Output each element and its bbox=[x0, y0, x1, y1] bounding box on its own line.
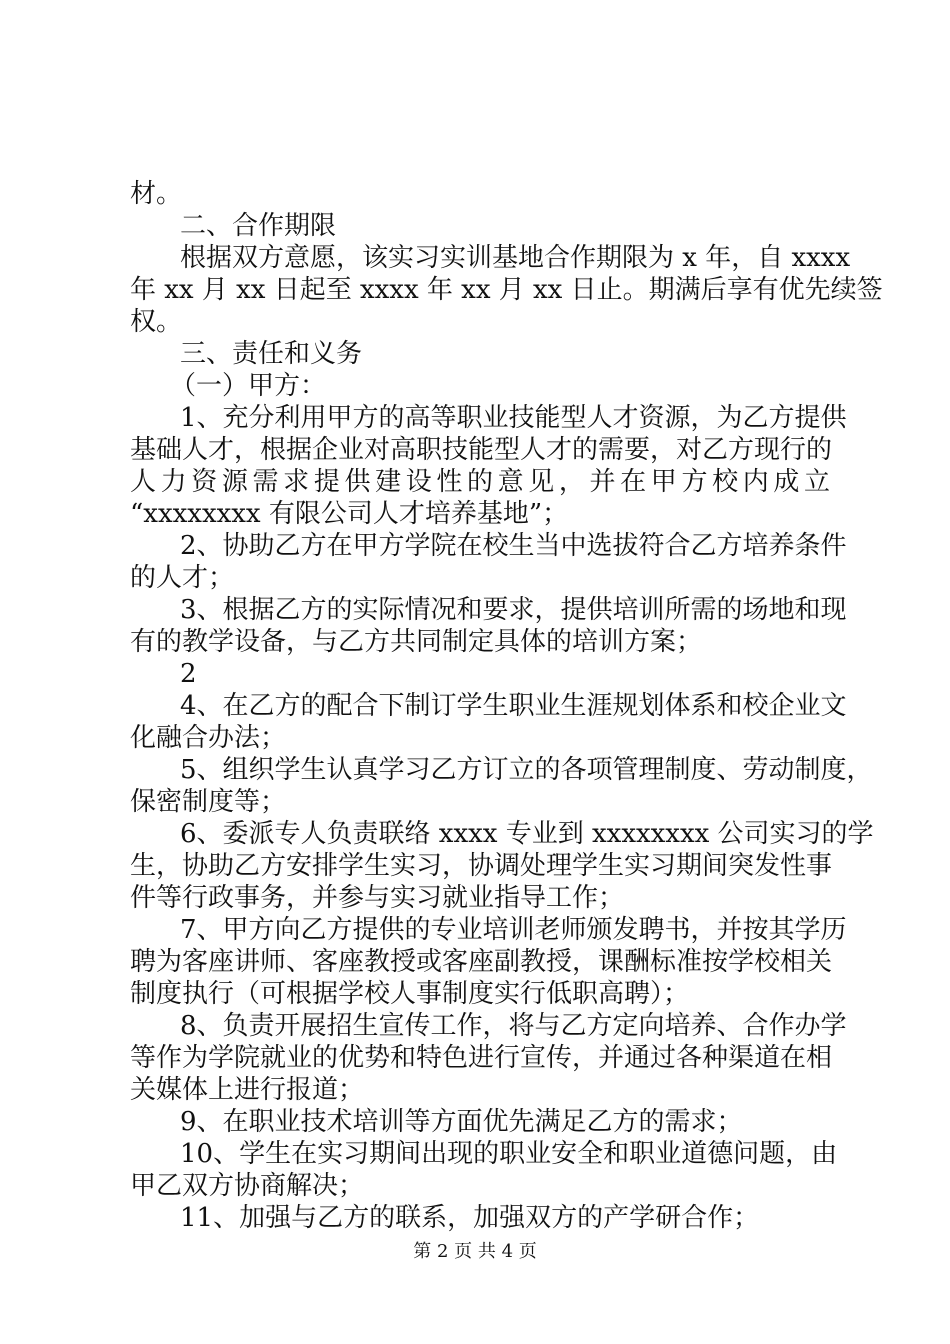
text-line: 聘为客座讲师、客座教授或客座副教授，课酬标准按学校相关 bbox=[130, 947, 833, 977]
text-line: 年 xx 月 xx 日起至 xxxx 年 xx 月 xx 日止。期满后享有优先续签 bbox=[130, 275, 883, 305]
text-line: 材。 bbox=[130, 179, 183, 209]
subsection-heading: （一）甲方： bbox=[170, 371, 327, 401]
section-heading: 三、责任和义务 bbox=[180, 339, 363, 369]
text-line: 等作为学院就业的优势和特色进行宣传，并通过各种渠道在相 bbox=[130, 1043, 833, 1073]
list-item: 7、甲方向乙方提供的专业培训老师颁发聘书，并按其学历 bbox=[180, 915, 847, 945]
list-item: 4、在乙方的配合下制订学生职业生涯规划体系和校企业文 bbox=[180, 691, 847, 721]
section-heading: 二、合作期限 bbox=[180, 211, 337, 241]
text-line: 关媒体上进行报道； bbox=[130, 1075, 365, 1105]
text-line: 保密制度等； bbox=[130, 787, 287, 817]
list-item: 9、在职业技术培训等方面优先满足乙方的需求； bbox=[180, 1107, 743, 1137]
list-item: 3、根据乙方的实际情况和要求，提供培训所需的场地和现 bbox=[180, 595, 847, 625]
stray-page-number: 2 bbox=[180, 659, 197, 689]
list-item: 8、负责开展招生宣传工作，将与乙方定向培养、合作办学 bbox=[180, 1011, 847, 1041]
text-line: “xxxxxxxx 有限公司人才培养基地”； bbox=[130, 499, 569, 529]
list-item: 2、协助乙方在甲方学院在校生当中选拔符合乙方培养条件 bbox=[180, 531, 847, 561]
list-item: 1、充分利用甲方的高等职业技能型人才资源，为乙方提供 bbox=[180, 403, 847, 433]
list-item: 5、组织学生认真学习乙方订立的各项管理制度、劳动制度， bbox=[180, 755, 873, 785]
text-line: 权。 bbox=[130, 307, 183, 337]
text-line: 件等行政事务，并参与实习就业指导工作； bbox=[130, 883, 625, 913]
list-item: 10、学生在实习期间出现的职业安全和职业道德问题，由 bbox=[180, 1139, 838, 1169]
text-line: 根据双方意愿，该实习实训基地合作期限为 x 年，自 xxxx bbox=[180, 243, 851, 273]
text-line: 制度执行（可根据学校人事制度实行低职高聘）； bbox=[130, 979, 690, 1009]
text-line: 化融合办法； bbox=[130, 723, 287, 753]
text-line: 甲乙双方协商解决； bbox=[130, 1171, 365, 1201]
list-item: 6、委派专人负责联络 xxxx 专业到 xxxxxxxx 公司实习的学 bbox=[180, 819, 874, 849]
page-footer: 第 2 页 共 4 页 bbox=[413, 1241, 537, 1262]
text-line: 有的教学设备，与乙方共同制定具体的培训方案； bbox=[130, 627, 703, 657]
text-line: 基础人才，根据企业对高职技能型人才的需要，对乙方现行的 bbox=[130, 435, 833, 465]
list-item: 11、加强与乙方的联系，加强双方的产学研合作； bbox=[180, 1203, 760, 1233]
text-line: 生，协助乙方安排学生实习，协调处理学生实习期间突发性事 bbox=[130, 851, 833, 881]
text-line: 的人才； bbox=[130, 563, 235, 593]
text-line: 人力资源需求提供建设性的意见，并在甲方校内成立 bbox=[130, 467, 830, 497]
